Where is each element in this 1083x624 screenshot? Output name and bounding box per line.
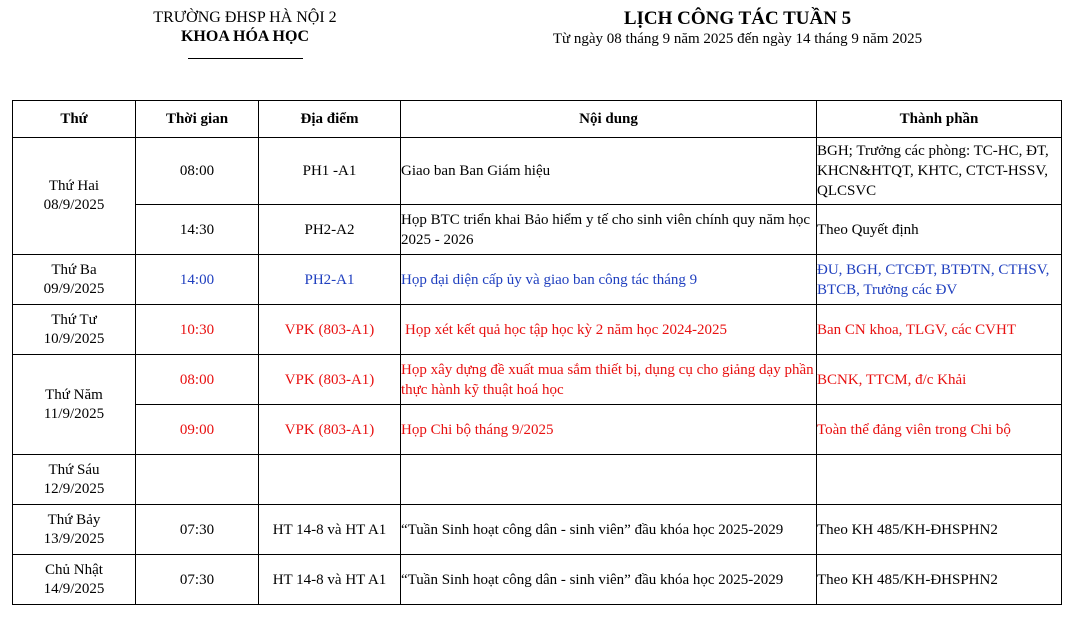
table-row <box>13 555 1062 605</box>
time-cell: 14:00 <box>136 255 259 305</box>
content-cell: Giao ban Ban Giám hiệu <box>401 138 817 205</box>
header-divider <box>188 58 303 59</box>
content-cell: Họp Chi bộ tháng 9/2025 <box>401 405 817 455</box>
day-cell <box>13 255 136 305</box>
day-name: Thứ Ba <box>51 261 97 278</box>
day-cell <box>13 455 136 505</box>
participants-cell: BGH; Trưởng các phòng: TC-HC, ĐT, KHCN&HTQT, KHTC, CTCT-HSSV, QLCSVC <box>817 138 1062 205</box>
participants-cell: Toàn thể đảng viên trong Chi bộ <box>817 405 1062 455</box>
table-row <box>13 205 1062 255</box>
column-header-location: Địa điểm <box>259 101 401 138</box>
time-cell: 09:00 <box>136 405 259 455</box>
time-cell: 08:00 <box>136 355 259 405</box>
day-cell <box>13 138 136 255</box>
day-date: 13/9/2025 <box>43 530 105 547</box>
table-row <box>13 455 1062 505</box>
day-cell <box>13 555 136 605</box>
location-cell: HT 14-8 và HT A1 <box>259 505 401 555</box>
faculty-name: KHOA HÓA HỌC <box>180 28 309 45</box>
column-header-content: Nội dung <box>401 101 817 138</box>
day-date: 12/9/2025 <box>43 480 105 497</box>
table-row <box>13 138 1062 205</box>
column-header-time: Thời gian <box>136 101 259 138</box>
day-cell <box>13 305 136 355</box>
participants-cell: ĐU, BGH, CTCĐT, BTĐTN, CTHSV, BTCB, Trưởng các ĐV <box>817 255 1062 305</box>
table-row <box>13 405 1062 455</box>
content-cell: Họp đại diện cấp ủy và giao ban công tác tháng 9 <box>401 255 817 305</box>
time-cell: 07:30 <box>136 555 259 605</box>
day-name: Chủ Nhật <box>45 561 103 578</box>
day-name: Thứ Năm <box>45 386 103 403</box>
location-cell: PH2-A1 <box>259 255 401 305</box>
location-cell: PH2-A2 <box>259 205 401 255</box>
table-row <box>13 355 1062 405</box>
table-row <box>13 255 1062 305</box>
letterhead <box>130 8 360 59</box>
day-date: 08/9/2025 <box>43 197 105 213</box>
location-cell: VPK (803-A1) <box>259 405 401 455</box>
day-name: Thứ Sáu <box>48 461 100 478</box>
day-date: 10/9/2025 <box>43 330 105 347</box>
content-cell <box>401 455 817 505</box>
document-heading <box>490 8 985 48</box>
content-cell: Họp BTC triển khai Bảo hiểm y tế cho sinh viên chính quy năm học 2025 - 2026 <box>401 205 817 255</box>
day-name: Thứ Tư <box>51 311 97 328</box>
content-cell: “Tuần Sinh hoạt công dân - sinh viên” đầu khóa học 2025-2029 <box>401 555 817 605</box>
table-header-row <box>13 101 1062 138</box>
day-cell <box>13 505 136 555</box>
day-cell <box>13 355 136 455</box>
content-cell: Họp xét kết quả học tập học kỳ 2 năm học 2024-2025 <box>401 305 817 355</box>
school-name: TRƯỜNG ĐHSP HÀ NỘI 2 <box>153 9 337 26</box>
participants-cell: Theo KH 485/KH-ĐHSPHN2 <box>817 555 1062 605</box>
day-date: 09/9/2025 <box>43 280 105 297</box>
location-cell: HT 14-8 và HT A1 <box>259 555 401 605</box>
table-row <box>13 505 1062 555</box>
column-header-day: Thứ <box>13 101 136 138</box>
page-title: LỊCH CÔNG TÁC TUẦN 5 <box>623 8 852 29</box>
content-cell: Họp xây dựng đề xuất mua sắm thiết bị, dụng cụ cho giảng dạy phần thực hành kỹ thuật hoá học <box>401 355 817 405</box>
participants-cell: Theo KH 485/KH-ĐHSPHN2 <box>817 505 1062 555</box>
table-row <box>13 305 1062 355</box>
participants-cell: Ban CN khoa, TLGV, các CVHT <box>817 305 1062 355</box>
participants-cell: BCNK, TTCM, đ/c Khải <box>817 355 1062 405</box>
participants-cell <box>817 455 1062 505</box>
location-cell: VPK (803-A1) <box>259 305 401 355</box>
content-cell: “Tuần Sinh hoạt công dân - sinh viên” đầu khóa học 2025-2029 <box>401 505 817 555</box>
column-header-participants: Thành phần <box>817 101 1062 138</box>
day-name: Thứ Bảy <box>47 511 101 528</box>
time-cell <box>136 455 259 505</box>
location-cell: VPK (803-A1) <box>259 355 401 405</box>
location-cell: PH1 -A1 <box>259 138 401 205</box>
date-range: Từ ngày 08 tháng 9 năm 2025 đến ngày 14 tháng 9 năm 2025 <box>552 31 923 47</box>
time-cell: 10:30 <box>136 305 259 355</box>
day-date: 14/9/2025 <box>43 580 105 597</box>
location-cell <box>259 455 401 505</box>
schedule-table <box>12 100 1062 605</box>
participants-cell: Theo Quyết định <box>817 205 1062 255</box>
day-date: 11/9/2025 <box>43 405 105 422</box>
time-cell: 07:30 <box>136 505 259 555</box>
day-name: Thứ Hai <box>48 178 100 194</box>
time-cell: 08:00 <box>136 138 259 205</box>
time-cell: 14:30 <box>136 205 259 255</box>
